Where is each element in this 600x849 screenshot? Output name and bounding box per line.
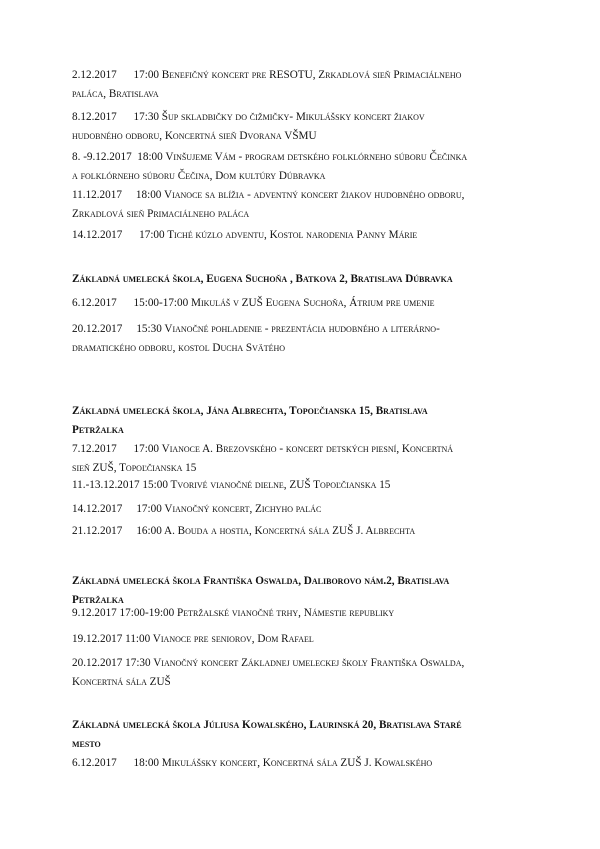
event-entry [72, 226, 536, 245]
school-heading: Základná umelecká škola Júliusa Kowalského, Laurinská 20, Bratislava Staré [72, 719, 462, 731]
event-entry [72, 186, 536, 224]
event-entry [72, 294, 536, 313]
school-heading-cont: Petržalka [72, 424, 124, 436]
event-entry [72, 148, 536, 186]
event-entry [72, 500, 536, 519]
entry-line-1: 19.12.2017 11:00 Vianoce pre seniorov, Dom Rafael [72, 633, 314, 645]
event-entry [72, 66, 536, 104]
school-heading: Základná umelecká škola Františka Oswalda, Daliborovo nám.2, Bratislava [72, 575, 450, 587]
section-heading [72, 270, 536, 289]
school-heading: Základná umelecká škola, Jána Albrechta, Topoľčianska 15, Bratislava [72, 405, 428, 417]
entry-line-1: 9.12.2017 17:00-19:00 Petržalské vianočné trhy, Námestie republiky [72, 607, 395, 619]
entry-line-1: 14.12.2017 17:00 Vianočný koncert, Zichyho palác [72, 503, 322, 515]
entry-line-1: 14.12.2017 17:00 Tiché kúzlo adventu, Kostol narodenia Panny Márie [72, 229, 418, 241]
entry-line-2: dramatického odboru, kostol Ducha Svätého [72, 342, 286, 354]
entry-line-1: 11.-13.12.2017 15:00 Tvorivé vianočné dielne, ZUŠ Topoľčianska 15 [72, 479, 391, 491]
event-entry [72, 522, 536, 541]
entry-line-1: 2.12.2017 17:00 Benefičný koncert pre RESOTU, Zrkadlová sieň Primaciálneho [72, 69, 462, 81]
section-heading [72, 402, 536, 440]
event-entry [72, 320, 536, 358]
event-entry [72, 604, 536, 623]
event-entry [72, 108, 536, 146]
section-heading [72, 716, 536, 754]
entry-line-1: 20.12.2017 17:30 Vianočný koncert Základnej umeleckej školy Františka Oswalda, [72, 657, 465, 669]
entry-line-2: Koncertná sála ZUŠ [72, 676, 171, 688]
entry-line-1: 21.12.2017 16:00 A. Bouda a hostia, Koncertná sála ZUŠ J. Albrechta [72, 525, 416, 537]
event-entry [72, 654, 536, 692]
entry-line-1: 6.12.2017 15:00-17:00 Mikuláš v ZUŠ Eugena Suchoňa, Átrium pre umenie [72, 297, 435, 309]
event-entry [72, 754, 536, 773]
school-heading-cont: Petržalka [72, 594, 124, 606]
entry-line-1: 6.12.2017 18:00 Mikulášsky koncert, Koncertná sála ZUŠ J. Kowalského [72, 757, 433, 769]
entry-line-1: 20.12.2017 15:30 Vianočné pohladenie - prezentácia hudobného a literárno- [72, 323, 440, 335]
entry-line-2: paláca, Bratislava [72, 88, 159, 100]
event-entry [72, 630, 536, 649]
event-entry [72, 476, 536, 495]
school-heading: Základná umelecká škola, Eugena Suchoňa , Batkova 2, Bratislava Dúbravka [72, 273, 453, 285]
entry-line-1: 8. -9.12.2017 18:00 Vinšujeme Vám - program detského folklórneho súboru Čečinka [72, 151, 468, 163]
entry-line-2: hudobného odboru, Koncertná sieň Dvorana VŠMU [72, 130, 317, 142]
entry-line-1: 11.12.2017 18:00 Vianoce sa blížia - adventný koncert žiakov hudobného odboru, [72, 189, 465, 201]
entry-line-2: Zrkadlová sieň Primaciálneho paláca [72, 208, 250, 220]
event-entry [72, 440, 536, 478]
school-heading-cont: mesto [72, 738, 101, 750]
entry-line-1: 8.12.2017 17:30 Šup skladbičky do čižmičky- Mikulášsky koncert žiakov [72, 111, 425, 123]
entry-line-2: sieň ZUŠ, Topoľčianska 15 [72, 462, 197, 474]
entry-line-2: a folklórneho súboru Čečina, Dom kultúry Dúbravka [72, 170, 326, 182]
entry-line-1: 7.12.2017 17:00 Vianoce A. Brezovského - koncert detských piesní, Koncertná [72, 443, 454, 455]
